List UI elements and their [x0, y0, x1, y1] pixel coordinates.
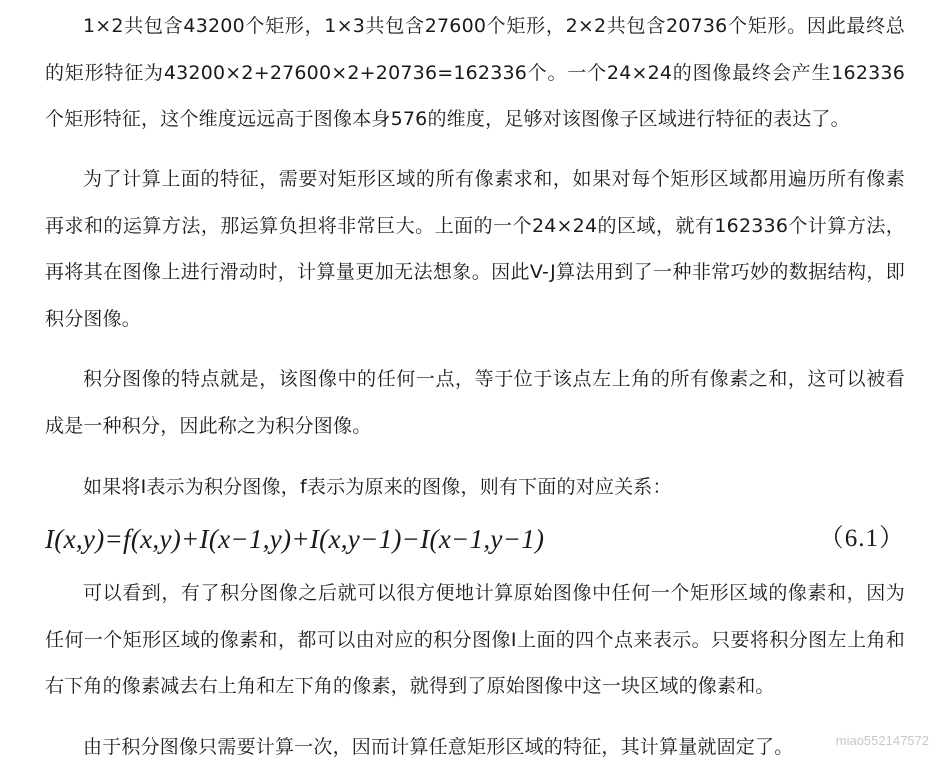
paragraph-integral-image-definition: 积分图像的特点就是，该图像中的任何一点，等于位于该点左上角的所有像素之和，这可以被看成是一种积分，因此称之为积分图像。 [45, 368, 905, 437]
paragraph-fixed-cost: 由于积分图像只需要计算一次，因而计算任意矩形区域的特征，其计算量就固定了。 [83, 736, 794, 758]
formula-block [45, 514, 905, 564]
paragraph-formula-intro: 如果将I表示为积分图像，f表示为原来的图像，则有下面的对应关系： [83, 476, 672, 498]
watermark-text: miao552147572 [835, 733, 929, 748]
paragraph-rect-sum-usage: 可以看到，有了积分图像之后就可以很方便地计算原始图像中任何一个矩形区域的像素和，因为任何一个矩形区域的像素和，都可以由对应的积分图像I上面的四个点来表示。只要将积分图左上角和右下角的像素减去右上角和左下角的像素，就得到了原始图像中这一块区域的像素和。 [45, 582, 905, 697]
formula-number: （6.1） [818, 525, 905, 552]
formula-expression: I(x,y)=f(x,y)+I(x−1,y)+I(x,y−1)−I(x−1,y−1) [45, 524, 545, 554]
paragraph-computation-burden: 为了计算上面的特征，需要对矩形区域的所有像素求和，如果对每个矩形区域都用遍历所有像素再求和的运算方法，那运算负担将非常巨大。上面的一个24×24的区域，就有162336个计算方法，再将其在图像上进行滑动时，计算量更加无法想象。因此V-J算法用到了一种非常巧妙的数据结构，即积分图像。 [45, 168, 905, 330]
paragraph-rect-feature-count: 1×2共包含43200个矩形，1×3共包含27600个矩形，2×2共包含20736个矩形。因此最终总的矩形特征为43200×2+27600×2+20736=162336个。一个24×24的图像最终会产生162336个矩形特征，这个维度远远高于图像本身576的维度，足够对该图像子区域进行特征的表达了。 [45, 15, 905, 130]
